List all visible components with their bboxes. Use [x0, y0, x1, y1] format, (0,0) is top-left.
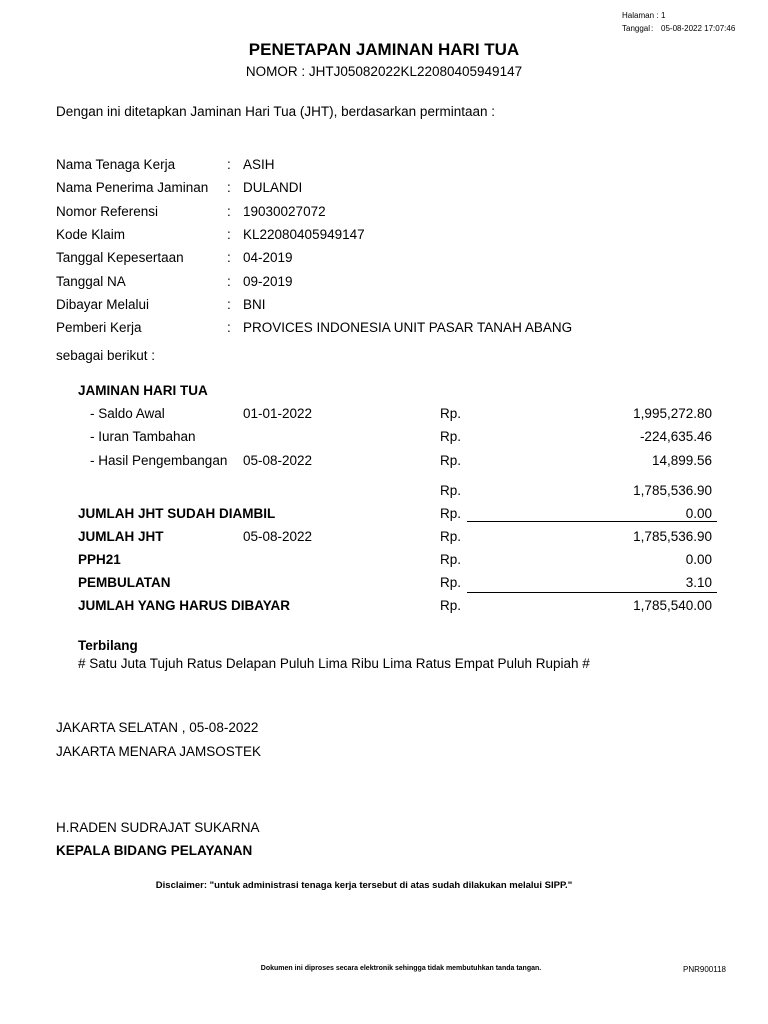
field-label: Nama Penerima Jaminan: [56, 180, 209, 196]
field-label: Nama Tenaga Kerja: [56, 157, 176, 172]
summary-label: JUMLAH JHT SUDAH DIAMBIL: [78, 506, 276, 521]
subtotal-currency: Rp.: [440, 483, 462, 498]
item-currency: Rp.: [440, 406, 462, 421]
summary-currency: Rp.: [440, 506, 462, 521]
subtotal-amount: 1,785,536.90: [633, 483, 712, 498]
summary-currency: Rp.: [440, 529, 462, 545]
section-title: JAMINAN HARI TUA: [78, 383, 208, 398]
signer-name: H.RADEN SUDRAJAT SUKARNA: [56, 820, 260, 835]
summary-date: 05-08-2022: [243, 529, 313, 545]
document-title: PENETAPAN JAMINAN HARI TUA: [248, 40, 520, 59]
item-date: 05-08-2022: [243, 452, 313, 468]
field-colon: :: [227, 273, 231, 289]
item-label: - Saldo Awal: [90, 406, 165, 421]
terbilang-label: Terbilang: [78, 638, 138, 653]
field-value: BNI: [243, 296, 266, 312]
subtotal-divider: [467, 521, 717, 522]
summary-amount: 0.00: [685, 506, 712, 521]
page-number-value: 1: [661, 11, 666, 20]
item-currency: Rp.: [440, 429, 462, 445]
field-label: Nomor Referensi: [56, 203, 159, 219]
summary-amount: 1,785,540.00: [633, 598, 712, 614]
field-value: DULANDI: [243, 180, 303, 196]
field-value: ASIH: [243, 157, 275, 172]
summary-label: PPH21: [78, 552, 121, 568]
field-value: KL22080405949147: [243, 226, 365, 242]
sebagai-text: sebagai berikut :: [56, 348, 156, 363]
total-divider: [467, 592, 717, 593]
disclaimer: Disclaimer: "untuk administrasi tenaga kerja tersebut di atas sudah dilakukan melalui SIPP.": [155, 880, 573, 891]
footer-note: Dokumen ini diproses secara elektronik sehingga tidak membutuhkan tanda tangan.: [260, 965, 542, 972]
field-label: Pemberi Kerja: [56, 320, 142, 336]
summary-currency: Rp.: [440, 598, 462, 614]
field-label: Dibayar Melalui: [56, 296, 150, 312]
item-date: 01-01-2022: [243, 406, 313, 421]
print-date-value: 05-08-2022 17:07:46: [661, 24, 736, 33]
field-value: 09-2019: [243, 273, 293, 289]
summary-label: JUMLAH YANG HARUS DIBAYAR: [78, 598, 291, 614]
item-label: - Iuran Tambahan: [90, 429, 196, 445]
field-label: Tanggal Kepesertaan: [56, 250, 184, 266]
office-name: JAKARTA MENARA JAMSOSTEK: [56, 744, 262, 759]
signer-title: KEPALA BIDANG PELAYANAN: [56, 843, 253, 858]
footer-code: PNR900118: [683, 965, 726, 974]
item-label: - Hasil Pengembangan: [90, 452, 228, 468]
summary-amount: 1,785,536.90: [633, 529, 712, 545]
item-amount: -224,635.46: [639, 429, 712, 445]
field-value: 04-2019: [243, 250, 293, 266]
field-colon: :: [227, 296, 231, 312]
summary-currency: Rp.: [440, 552, 462, 568]
field-colon: :: [227, 157, 231, 172]
summary-amount: 0.00: [685, 552, 712, 568]
field-colon: :: [227, 320, 231, 336]
item-currency: Rp.: [440, 452, 462, 468]
intro-text: Dengan ini ditetapkan Jaminan Hari Tua (JHT), berdasarkan permintaan :: [56, 104, 495, 119]
field-colon: :: [227, 250, 231, 266]
field-colon: :: [227, 203, 231, 219]
page-number-label: Halaman :: [622, 11, 659, 20]
place-date: JAKARTA SELATAN , 05-08-2022: [56, 720, 259, 735]
summary-amount: 3.10: [685, 575, 712, 591]
summary-currency: Rp.: [440, 575, 462, 591]
item-amount: 1,995,272.80: [633, 406, 712, 421]
field-value: 19030027072: [243, 203, 326, 219]
print-date-separator: :: [651, 24, 654, 33]
item-amount: 14,899.56: [651, 452, 712, 468]
field-colon: :: [227, 180, 231, 196]
field-label: Kode Klaim: [56, 226, 126, 242]
document-number: NOMOR : JHTJ05082022KL22080405949147: [245, 64, 523, 79]
terbilang-text: # Satu Juta Tujuh Ratus Delapan Puluh Lima Ribu Lima Ratus Empat Puluh Rupiah #: [78, 656, 590, 671]
print-date-label: Tanggal: [622, 24, 651, 33]
summary-label: PEMBULATAN: [78, 575, 171, 591]
field-value: PROVICES INDONESIA UNIT PASAR TANAH ABANG: [243, 320, 573, 336]
field-label: Tanggal NA: [56, 273, 126, 289]
summary-label: JUMLAH JHT: [78, 529, 164, 545]
field-colon: :: [227, 226, 231, 242]
